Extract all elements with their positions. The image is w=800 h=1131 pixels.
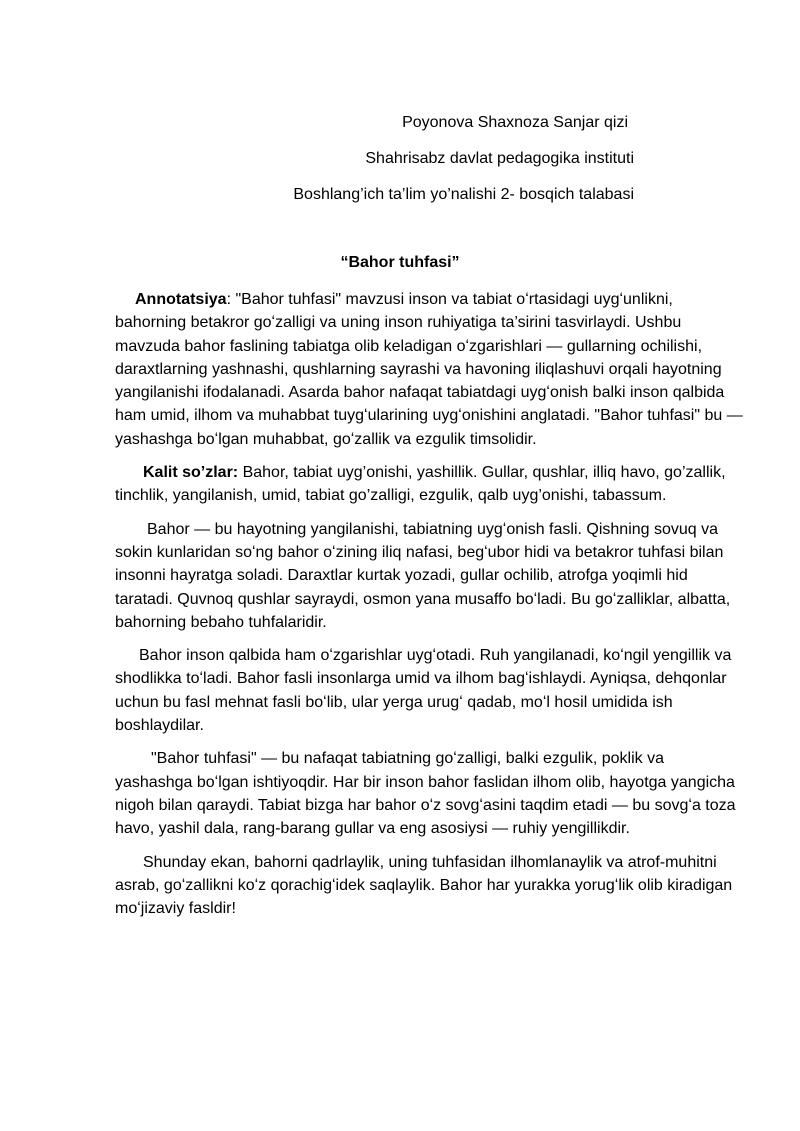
document-body [115, 288, 745, 930]
annotation-text: : "Bahor tuhfasi" mavzusi inson va tabiat oʻrtasidagi uygʻunlikni, bahorning betakror goʻzalligi va uning inson ruhiyatiga ta’sirini tasvirlaydi. Ushbu mavzuda bahor faslining tabiatga olib keladigan oʻzgarishlari — gullarning ochilishi, daraxtlarning yashnashi, qushlarning sayrashi va havoning iliqlashuvi orqali hayotning yangilanishi ifodalanadi. Asarda bahor nafaqat tabiatdagi uygʻonish balki inson qalbida ham umid, ilhom va muhabbat tuygʻularining uygʻonishini anglatadi. "Bahor tuhfasi" bu — yashashga boʻlgan muhabbat, goʻzallik va ezgulik timsolidir. [115, 291, 743, 448]
keywords-paragraph [115, 461, 745, 508]
author-institution: Shahrisabz davlat pedagogika instituti [365, 150, 634, 167]
author-program: Boshlang’ich ta’lim yo’nalishi 2- bosqich talabasi [293, 186, 634, 203]
body-paragraph-1: Bahor — bu hayotning yangilanishi, tabiatning uygʻonish fasli. Qishning sovuq va sokin kunlaridan soʻng bahor oʻzining iliq nafasi, begʻubor hidi va betakror tuhfasi bilan insonni hayratga soladi. Daraxtlar kurtak yozadi, gullar ochilib, atrofga yoqimli hid taratadi. Quvnoq qushlar sayraydi, osmon yana musaffo boʻladi. Bu goʻzalliklar, albatta, bahorning bebaho tuhfalaridir. [115, 520, 731, 631]
annotation-paragraph [115, 288, 745, 451]
body-paragraph-3: "Bahor tuhfasi" — bu nafaqat tabiatning goʻzalligi, balki ezgulik, poklik va yashashga boʻlgan ishtiyoqdir. Har bir inson bahor faslidan ilhom olib, hayotga yangicha nigoh bilan qaraydi. Tabiat bizga har bahor oʻz sovgʻasini taqdim etadi — bu sovgʻa toza havo, yashil dala, rang-barang gullar va eng asosiysi — ruhiy yengillikdir. [115, 750, 736, 838]
author-name: Poyonova Shaxnoza Sanjar qizi [402, 114, 628, 131]
keywords-label: Kalit so’zlar: [143, 464, 239, 482]
author-block [293, 112, 634, 220]
keywords-text: Bahor, tabiat uyg’onishi, yashillik. Gullar, qushlar, illiq havo, go’zallik, tinchlik, yangilanish, umid, tabiat go’zalligi, ezgulik, qalb uyg’onishi, tabassum. [115, 464, 726, 505]
body-paragraph-2: Bahor inson qalbida ham oʻzgarishlar uygʻotadi. Ruh yangilanadi, koʻngil yengillik va shodlikka toʻladi. Bahor fasli insonlarga umid va ilhom bagʻishlaydi. Ayniqsa, dehqonlar uchun bu fasl mehnat fasli boʻlib, ular yerga urugʻ qadab, moʻl hosil umidida ish boshlaydilar. [115, 647, 732, 735]
body-paragraph-4: Shunday ekan, bahorni qadrlaylik, uning tuhfasidan ilhomlanaylik va atrof-muhitni asrab, goʻzallikni koʻz qorachigʻidek saqlaylik. Bahor har yurakka yorugʻlik olib kiradigan moʻjizaviy fasldir! [115, 853, 733, 918]
annotation-label: Annotatsiya [135, 291, 227, 308]
document-title: “Bahor tuhfasi” [340, 254, 460, 271]
